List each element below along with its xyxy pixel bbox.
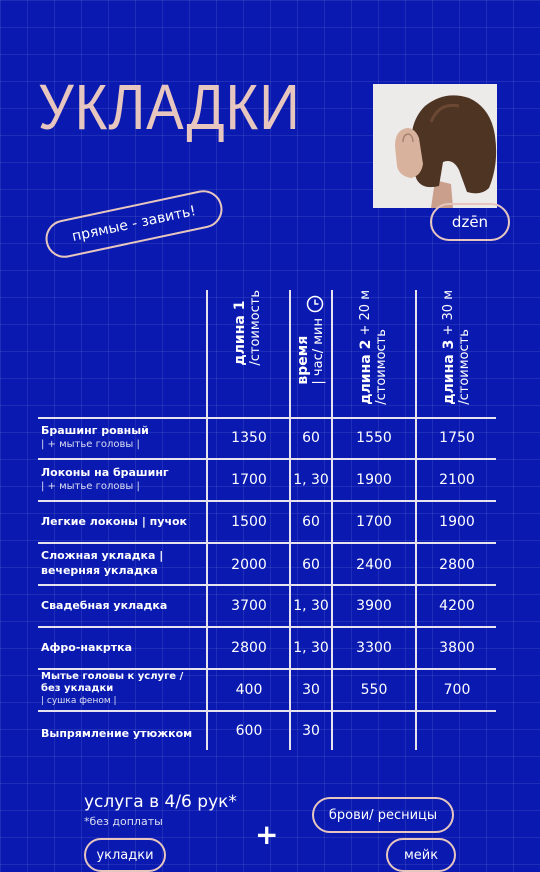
table-cell: 60 (302, 514, 320, 530)
table-cell: 1500 (231, 514, 267, 530)
column-header-length-2: длина 2 + 20 м /стоимость (358, 290, 389, 405)
table-cell: 1550 (356, 430, 392, 446)
table-cell: 30 (302, 682, 320, 698)
table-cell: 1900 (439, 514, 475, 530)
tag-badge: прямые - завить! (42, 187, 226, 262)
woman-bob-haircut-image (373, 84, 497, 208)
table-cell: 1750 (439, 430, 475, 446)
table-cell: 60 (302, 557, 320, 573)
table-cell: 4200 (439, 598, 475, 614)
divider (38, 417, 496, 419)
row-label-straightening: Выпрямление утюжком (41, 727, 193, 740)
table-cell: 1700 (356, 514, 392, 530)
team-service-note: *без доплаты (84, 815, 163, 828)
table-cell: 700 (443, 682, 471, 698)
table-cell: 3300 (356, 640, 392, 656)
table-cell: 600 (235, 723, 263, 739)
makeup-button[interactable]: мейк (386, 838, 456, 872)
column-header-time: время | час/ мин (295, 318, 326, 385)
table-cell: 2800 (439, 557, 475, 573)
row-label-wedding: Свадебная укладка (41, 599, 168, 612)
column-header-length-1: длина 1 /стоимость (232, 290, 263, 366)
table-cell: 3800 (439, 640, 475, 656)
row-label-complex-styling: Сложная укладка | вечерняя укладка (41, 549, 164, 577)
table-cell: 1700 (231, 472, 267, 488)
divider (38, 500, 496, 502)
table-cell: 400 (235, 682, 263, 698)
styling-button[interactable]: укладки (84, 838, 166, 872)
table-cell: 60 (302, 430, 320, 446)
divider (38, 542, 496, 544)
table-cell: 2000 (231, 557, 267, 573)
table-cell: 2400 (356, 557, 392, 573)
clock-icon (306, 295, 324, 313)
divider (38, 710, 496, 712)
hair-photo (373, 84, 497, 208)
table-cell: 1, 30 (293, 472, 329, 488)
divider (38, 584, 496, 586)
table-cell: 1, 30 (293, 598, 329, 614)
divider (38, 458, 496, 460)
page-title: УКЛАДКИ (38, 71, 301, 143)
divider (38, 668, 496, 670)
plus-icon: + (255, 818, 279, 851)
table-cell: 2800 (231, 640, 267, 656)
table-cell: 2100 (439, 472, 475, 488)
row-label-brushing: Брашинг ровный | + мытье головы | (41, 424, 149, 450)
table-cell: 3900 (356, 598, 392, 614)
row-label-light-curls: Легкие локоны | пучок (41, 515, 188, 528)
table-cell: 3700 (231, 598, 267, 614)
row-label-afro: Афро-накртка (41, 641, 133, 654)
column-header-length-3: длина 3 + 30 м /стоимость (441, 290, 472, 405)
divider (38, 626, 496, 628)
table-cell: 1350 (231, 430, 267, 446)
row-label-hair-wash: Мытье головы к услуге / без укладки | сушка феном | (41, 671, 184, 706)
table-cell: 30 (302, 723, 320, 739)
table-cell: 1, 30 (293, 640, 329, 656)
table-cell: 550 (360, 682, 388, 698)
row-label-curls-brushing: Локоны на брашинг | + мытье головы | (41, 466, 169, 492)
dzen-badge[interactable]: dzēn (430, 203, 510, 241)
team-service-text: услуга в 4/6 рук* (84, 792, 237, 812)
brows-lashes-button[interactable]: брови/ ресницы (312, 797, 454, 833)
table-cell: 1900 (356, 472, 392, 488)
